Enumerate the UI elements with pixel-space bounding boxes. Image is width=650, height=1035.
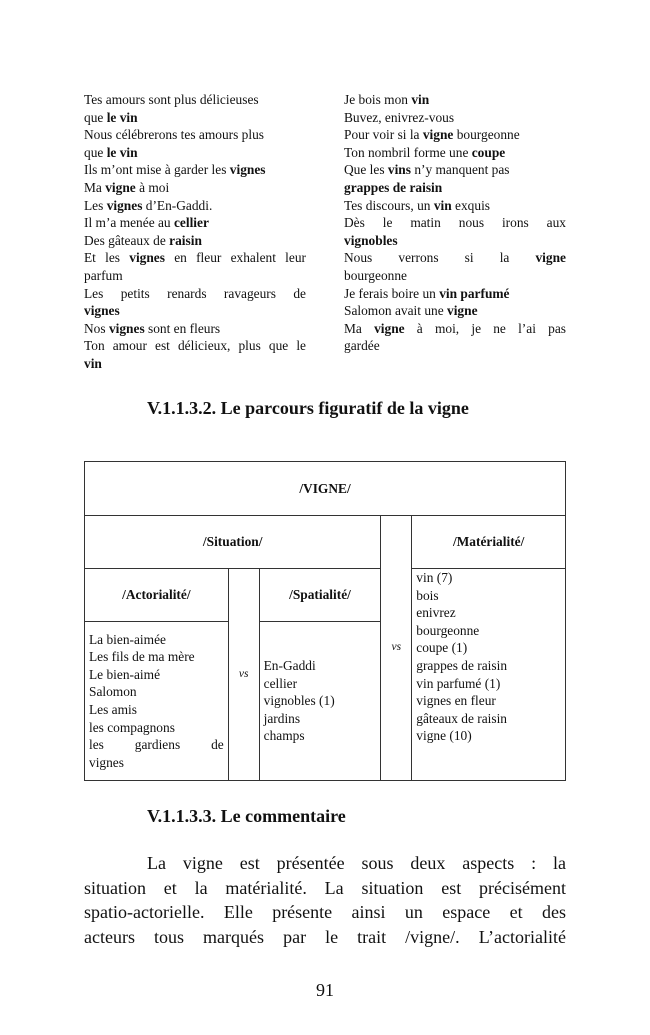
table-root-cell: /VIGNE/ [85, 462, 566, 516]
poem-line: Les petits renards ravageurs de [84, 285, 306, 301]
table-list-item: coupe (1) [416, 640, 468, 656]
bold-keyword: vignobles [344, 232, 398, 248]
poem-line: que le vin [84, 109, 138, 125]
bold-keyword: vignes [229, 162, 266, 178]
table-list-item: vigne (10) [416, 728, 472, 744]
poem-line: Ton nombril forme une coupe [344, 144, 506, 160]
poem-line [84, 302, 306, 320]
poem-line: Buvez, enivrez-vous [344, 109, 455, 125]
table-list-item: vin (7) [416, 570, 453, 585]
table-list-item: vignobles (1) [263, 693, 335, 709]
bold-keyword: raisin [169, 232, 202, 248]
bold-keyword: vigne [374, 320, 405, 336]
poem-line [84, 355, 306, 373]
poem-right-column [344, 91, 566, 373]
bold-keyword: vigne [447, 303, 478, 319]
bold-keyword: le vin [106, 144, 138, 160]
bold-keyword: vin parfumé [439, 285, 510, 301]
paragraph-line: acteurs tous marqués par le trait /vigne/. L’actorialité [84, 926, 566, 947]
bold-keyword: vin [84, 355, 102, 371]
table-list-item: les gardiens de [89, 737, 224, 753]
poem-line: parfum [84, 267, 123, 283]
page-number: 91 [316, 980, 334, 1000]
table-list-item: Les fils de ma mère [89, 649, 195, 665]
poem-line: bourgeonne [344, 267, 407, 283]
poem-line: Dès le matin nous irons aux [344, 215, 566, 231]
poem-line: gardée [344, 338, 380, 354]
table-spaces-list [259, 622, 381, 781]
bold-keyword: vignes [129, 250, 165, 266]
poem-line: Salomon avait une vigne [344, 303, 478, 319]
poem-line: Que les vins n’y manquent pas [344, 162, 510, 178]
poem-columns [84, 91, 566, 373]
paragraph-line: La vigne est présentée sous deux aspects : la [147, 853, 566, 873]
bold-keyword: vigne [535, 250, 566, 266]
table-list-item: enivrez [416, 605, 456, 621]
poem-line: Ton amour est délicieux, plus que le [84, 338, 306, 354]
poem-line: Nos vignes sont en fleurs [84, 320, 221, 336]
bold-keyword: vignes [84, 303, 120, 319]
table-list-item: La bien-aimée [89, 631, 166, 647]
semantic-table [84, 461, 566, 781]
poem-line: Les vignes d’En-Gaddi. [84, 197, 213, 213]
table-list-item: bourgeonne [416, 622, 480, 638]
table-materials-list [412, 569, 566, 781]
poem-left-column [84, 91, 306, 373]
bold-keyword: vignes [108, 320, 145, 336]
bold-keyword: vigne [105, 179, 136, 195]
poem-line: Ma vigne à moi [84, 179, 170, 195]
bold-keyword: vin [433, 197, 452, 213]
table-vs-sub: vs [228, 569, 259, 781]
bold-keyword: coupe [471, 144, 506, 160]
poem-line [344, 179, 566, 197]
poem-line: Nous verrons si la vigne [344, 250, 566, 266]
bold-keyword: vignes [106, 197, 143, 213]
poem-line: Ils m’ont mise à garder les vignes [84, 162, 266, 178]
table-list-item: vignes en fleur [416, 693, 496, 709]
poem-line: Et les vignes en fleur exhalent leur [84, 250, 306, 266]
table-list-item: jardins [263, 710, 301, 726]
table-vs-main: vs [381, 516, 412, 781]
bold-keyword: vins [387, 162, 411, 178]
table-spatialite-header: /Spatialité/ [259, 569, 381, 622]
table-list-item: les compagnons [89, 719, 175, 735]
table-actors-list [85, 622, 229, 781]
poem-line: que le vin [84, 144, 138, 160]
paragraph-line: spatio-actorielle. Elle présente ainsi un espace et des [84, 902, 566, 923]
poem-line: Des gâteaux de raisin [84, 232, 202, 248]
table-materialite-header: /Matérialité/ [412, 516, 566, 569]
table-list-item: vin parfumé (1) [416, 675, 501, 691]
table-list-item: cellier [263, 675, 298, 691]
paragraph-line: situation et la matérialité. La situation est précisément [84, 877, 566, 898]
poem-line: Je ferais boire un vin parfumé [344, 285, 510, 301]
table-list-item: grappes de raisin [416, 657, 508, 673]
table-list-item: Les amis [89, 702, 137, 717]
bold-keyword: le vin [106, 109, 138, 125]
table-list-item: bois [416, 587, 439, 603]
poem-line: Tes amours sont plus délicieuses [84, 92, 259, 107]
commentary-paragraph [84, 851, 566, 949]
poem-line: Pour voir si la vigne bourgeonne [344, 127, 520, 143]
bold-keyword: cellier [173, 215, 209, 231]
table-actorialite-header: /Actorialité/ [85, 569, 229, 622]
poem-line: Ma vigne à moi, je ne l’ai pas [344, 320, 566, 336]
poem-line: Je bois mon vin [344, 92, 430, 107]
section-heading-commentaire: V.1.1.3.3. Le commentaire [147, 806, 346, 826]
poem-line: Tes discours, un vin exquis [344, 197, 490, 213]
table-list-item: Le bien-aimé [89, 666, 161, 682]
bold-keyword: vin [411, 92, 430, 107]
table-list-item: Salomon [89, 684, 137, 700]
section-heading-parcours: V.1.1.3.2. Le parcours figuratif de la vigne [147, 398, 469, 418]
bold-keyword: vigne [422, 127, 454, 143]
table-list-item: gâteaux de raisin [416, 710, 508, 726]
poem-line: Nous célébrerons tes amours plus [84, 127, 264, 143]
poem-line [344, 232, 566, 250]
table-list-item: champs [263, 728, 305, 744]
poem-line: Il m’a menée au cellier [84, 215, 209, 231]
table-list-item: vignes [89, 754, 124, 770]
table-situation-header: /Situation/ [85, 516, 381, 569]
bold-keyword: grappes de raisin [344, 179, 443, 195]
table-list-item: En-Gaddi [263, 658, 316, 674]
